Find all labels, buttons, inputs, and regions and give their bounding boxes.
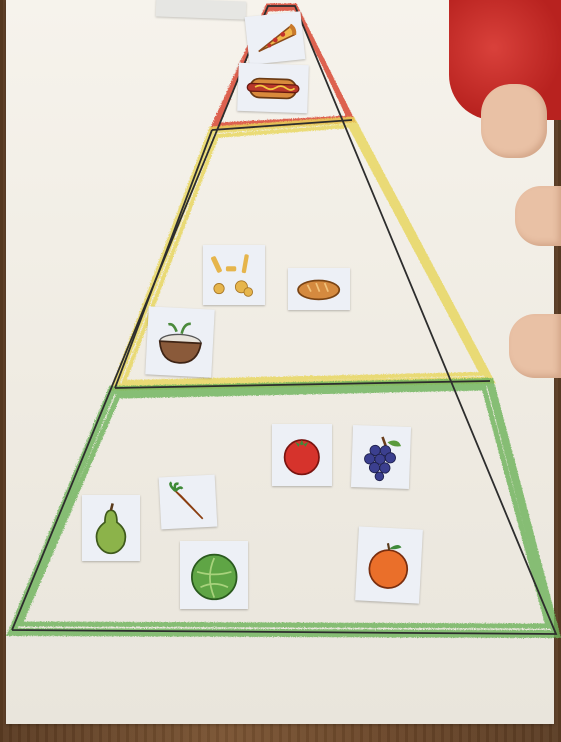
pasta-card[interactable] <box>203 245 265 305</box>
cabbage-card[interactable] <box>180 541 248 609</box>
cabbage-icon <box>185 546 243 604</box>
bread-icon <box>292 271 345 307</box>
child-hand-top <box>481 84 547 158</box>
rice-bowl-icon <box>150 311 210 372</box>
bread-card[interactable] <box>288 268 350 310</box>
orange-card[interactable] <box>355 526 423 603</box>
child-hand-middle <box>515 186 561 246</box>
tomato-icon <box>276 428 328 481</box>
pizza-icon <box>249 15 301 61</box>
rice-bowl-card[interactable] <box>145 306 214 377</box>
grapes-icon <box>355 429 407 484</box>
carrot-icon <box>163 478 213 525</box>
pizza-card[interactable] <box>245 11 306 65</box>
hotdog-icon <box>242 66 304 109</box>
child-hand-bottom <box>509 314 561 378</box>
carrot-card[interactable] <box>159 475 218 530</box>
hotdog-card[interactable] <box>237 63 309 113</box>
tomato-card[interactable] <box>272 424 332 486</box>
pasta-icon <box>207 249 260 301</box>
pear-icon <box>86 500 136 557</box>
pear-card[interactable] <box>82 495 140 561</box>
grapes-card[interactable] <box>351 425 411 489</box>
orange-icon <box>360 532 418 598</box>
